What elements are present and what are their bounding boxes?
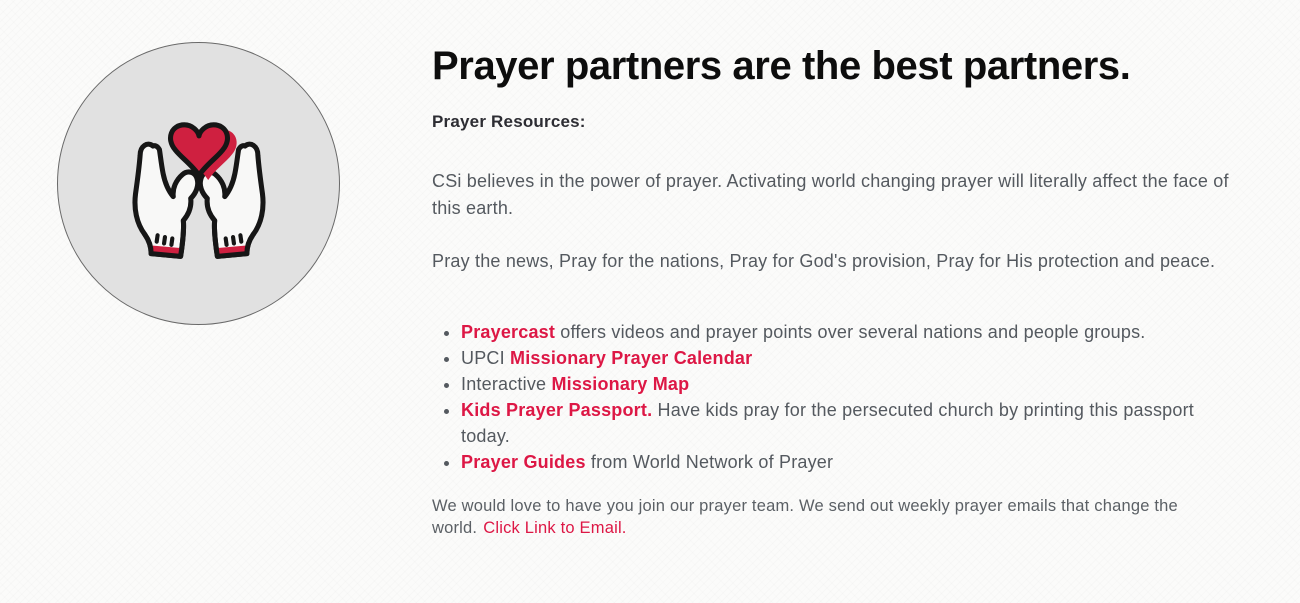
resource-link-prayercast[interactable]: Prayercast [461,322,556,342]
prayer-resources-list [432,319,1232,475]
list-item [461,345,1232,371]
list-item [461,397,1232,449]
hands-holding-heart-icon [107,109,291,275]
email-link[interactable]: Click Link to Email. [483,519,627,537]
resource-text: Have kids pray for the persecuted church by printing this passport today. [461,400,1194,446]
intro-paragraph-2: Pray the news, Pray for the nations, Pray for God's provision, Pray for His protection and peace. [432,251,1216,271]
resource-link-missionary-map[interactable]: Missionary Map [551,374,690,394]
section-subtitle: Prayer Resources: [432,112,586,131]
heart-icon [170,124,236,179]
closing-note [432,495,1232,539]
resource-link-missionary-prayer-calendar[interactable]: Missionary Prayer Calendar [510,348,753,368]
list-item [461,449,1232,475]
resource-text: from World Network of Prayer [585,452,834,472]
intro-paragraph-1: CSi believes in the power of prayer. Activating world changing prayer will literally affect the face of this earth. [432,171,1229,218]
resource-text: UPCI [461,348,511,368]
list-item [461,371,1232,397]
content-column [432,44,1232,539]
closing-text: We would love to have you join our prayer team. We send out weekly prayer emails that change the world. [432,497,1178,537]
list-item [461,319,1232,345]
prayer-hands-image [57,42,340,325]
resource-link-kids-prayer-passport[interactable]: Kids Prayer Passport. [461,400,653,420]
resource-link-prayer-guides[interactable]: Prayer Guides [461,452,586,472]
page-title: Prayer partners are the best partners. [432,44,1131,88]
resource-text: offers videos and prayer points over several nations and people groups. [555,322,1146,342]
resource-text: Interactive [461,374,552,394]
